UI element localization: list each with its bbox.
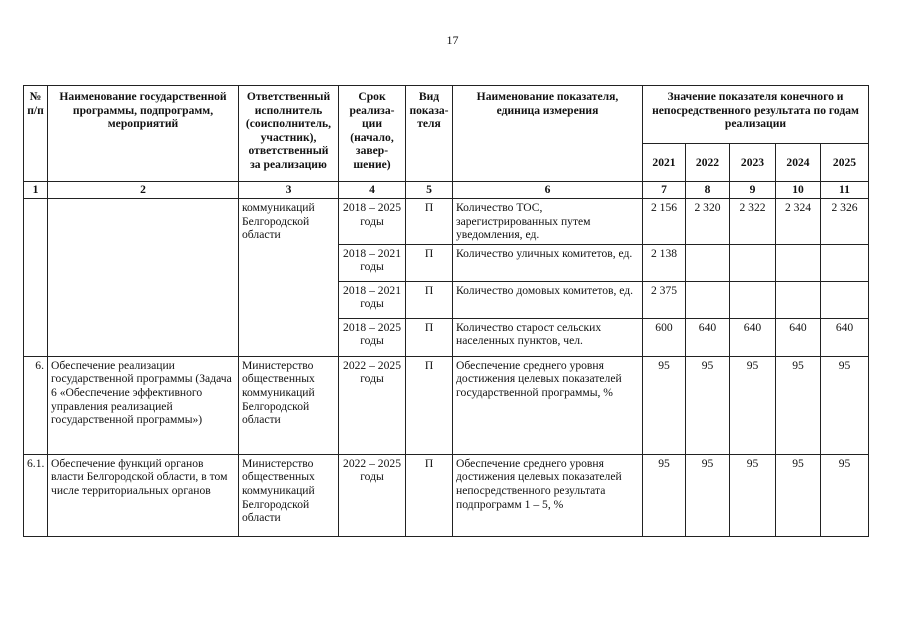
header-year: 2024 xyxy=(776,144,821,182)
cell-value: 95 xyxy=(643,454,686,536)
cell-kind: П xyxy=(406,356,453,454)
cell-value: 2 326 xyxy=(821,199,869,245)
cell-indicator: Количество уличных комитетов, ед. xyxy=(453,244,643,281)
cell-value xyxy=(686,281,730,318)
cell-term: 2022 – 2025 годы xyxy=(339,454,406,536)
cell-term: 2018 – 2025 годы xyxy=(339,199,406,245)
indicators-table xyxy=(23,85,869,537)
cell-kind: П xyxy=(406,244,453,281)
header-year: 2025 xyxy=(821,144,869,182)
header-term: Срок реализа-ции (начало, завер-шение) xyxy=(339,86,406,182)
cell-term: 2018 – 2021 годы xyxy=(339,281,406,318)
cell-value: 95 xyxy=(686,454,730,536)
cell-value: 2 324 xyxy=(776,199,821,245)
header-year: 2022 xyxy=(686,144,730,182)
col-number: 11 xyxy=(821,182,869,199)
col-number: 6 xyxy=(453,182,643,199)
col-number: 8 xyxy=(686,182,730,199)
header-num: № п/п xyxy=(24,86,48,182)
header-indicator: Наименование показателя, единица измерения xyxy=(453,86,643,182)
cell-value: 640 xyxy=(821,318,869,356)
cell-value: 95 xyxy=(776,356,821,454)
cell-kind: П xyxy=(406,281,453,318)
col-number: 10 xyxy=(776,182,821,199)
table-row xyxy=(24,454,869,536)
cell-term: 2018 – 2025 годы xyxy=(339,318,406,356)
cell-value xyxy=(821,244,869,281)
cell-value xyxy=(730,281,776,318)
col-number: 3 xyxy=(239,182,339,199)
cell-value: 95 xyxy=(821,454,869,536)
cell-num xyxy=(24,199,48,357)
cell-value xyxy=(776,281,821,318)
cell-responsible: Министерство общественных коммуникаций Белгородской области xyxy=(239,454,339,536)
cell-value: 640 xyxy=(686,318,730,356)
cell-name: Обеспечение реализации государственной программы (Задача 6 «Обеспечение эффективного управления реализацией государственной программы») xyxy=(48,356,239,454)
col-number: 9 xyxy=(730,182,776,199)
page-number: 17 xyxy=(446,33,459,47)
cell-name: Обеспечение функций органов власти Белгородской области, в том числе территориальных органов xyxy=(48,454,239,536)
cell-kind: П xyxy=(406,199,453,245)
col-number: 1 xyxy=(24,182,48,199)
cell-name xyxy=(48,199,239,357)
cell-value xyxy=(686,244,730,281)
col-number: 7 xyxy=(643,182,686,199)
cell-indicator: Количество ТОС, зарегистрированных путем уведомления, ед. xyxy=(453,199,643,245)
col-number: 4 xyxy=(339,182,406,199)
cell-value: 95 xyxy=(730,356,776,454)
header-year: 2023 xyxy=(730,144,776,182)
cell-indicator: Обеспечение среднего уровня достижения целевых показателей непосредственного результата подпрограмм 1 – 5, % xyxy=(453,454,643,536)
cell-value: 600 xyxy=(643,318,686,356)
header-responsible: Ответственный исполнитель (соисполнитель, участник), ответственный за реализацию xyxy=(239,86,339,182)
table-row xyxy=(24,199,869,245)
cell-kind: П xyxy=(406,454,453,536)
col-number: 2 xyxy=(48,182,239,199)
header-year: 2021 xyxy=(643,144,686,182)
cell-value: 95 xyxy=(730,454,776,536)
cell-value xyxy=(821,281,869,318)
cell-value: 640 xyxy=(730,318,776,356)
cell-responsible: коммуникаций Белгородской области xyxy=(239,199,339,357)
table-row xyxy=(24,356,869,454)
cell-value: 95 xyxy=(821,356,869,454)
cell-term: 2018 – 2021 годы xyxy=(339,244,406,281)
cell-value: 2 375 xyxy=(643,281,686,318)
cell-value xyxy=(776,244,821,281)
cell-responsible: Министерство общественных коммуникаций Белгородской области xyxy=(239,356,339,454)
cell-value: 2 322 xyxy=(730,199,776,245)
header-kind: Вид показа-теля xyxy=(406,86,453,182)
cell-num: 6.1. xyxy=(24,454,48,536)
cell-value: 95 xyxy=(643,356,686,454)
cell-value: 2 320 xyxy=(686,199,730,245)
cell-kind: П xyxy=(406,318,453,356)
cell-value: 640 xyxy=(776,318,821,356)
cell-indicator: Количество старост сельских населенных пунктов, чел. xyxy=(453,318,643,356)
cell-value: 95 xyxy=(686,356,730,454)
cell-num: 6. xyxy=(24,356,48,454)
cell-value xyxy=(730,244,776,281)
header-values: Значение показателя конечного и непосредственного результата по годам реализации xyxy=(643,86,869,144)
cell-value: 2 156 xyxy=(643,199,686,245)
header-name: Наименование государственной программы, подпрограмм, мероприятий xyxy=(48,86,239,182)
cell-indicator: Количество домовых комитетов, ед. xyxy=(453,281,643,318)
cell-value: 2 138 xyxy=(643,244,686,281)
cell-indicator: Обеспечение среднего уровня достижения целевых показателей государственной программы, % xyxy=(453,356,643,454)
cell-term: 2022 – 2025 годы xyxy=(339,356,406,454)
col-number: 5 xyxy=(406,182,453,199)
cell-value: 95 xyxy=(776,454,821,536)
